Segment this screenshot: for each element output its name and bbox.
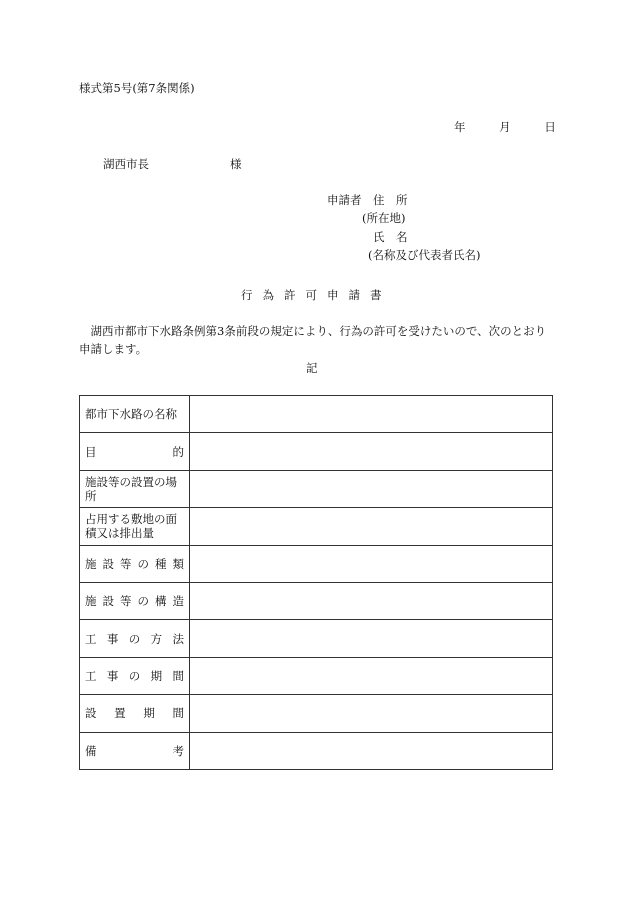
row-label: 工 事 の 期 間 [80, 657, 190, 694]
title-char: 可 [305, 288, 317, 302]
table-row [80, 732, 553, 769]
date-line [454, 120, 556, 134]
row-label: 設 置 期 間 [80, 695, 190, 732]
row-value-field[interactable] [190, 508, 553, 545]
table-row [80, 545, 553, 582]
row-label: 目 的 [80, 433, 190, 470]
row-label: 施 設 等 の 種 類 [80, 545, 190, 582]
form-number: 様式第5号(第7条関係) [79, 81, 195, 95]
table-row [80, 433, 553, 470]
body-text: 湖西市都市下水路条例第3条前段の規定により、行為の許可を受けたいので、次のとおり申請します。 [79, 324, 547, 356]
row-value-field[interactable] [190, 470, 553, 507]
row-value-field[interactable] [190, 545, 553, 582]
date-month: 月 [499, 120, 511, 134]
applicant-address-note: (所在地) [362, 211, 406, 225]
row-label: 工 事 の 方 法 [80, 620, 190, 657]
title-char: 申 [327, 288, 339, 302]
row-label: 施 設 等 の 構 造 [80, 582, 190, 619]
ki-heading: 記 [306, 361, 318, 375]
document-title [236, 288, 387, 302]
table-row [80, 657, 553, 694]
table-row [80, 582, 553, 619]
row-label: 施設等の設置の場所 [80, 470, 190, 507]
addressee-honorific: 様 [230, 157, 242, 171]
title-char: 許 [284, 288, 296, 302]
row-label: 備 考 [80, 732, 190, 769]
row-value-field[interactable] [190, 620, 553, 657]
applicant-name-label: 氏 名 [373, 230, 408, 244]
row-value-field[interactable] [190, 396, 553, 433]
table-row [80, 470, 553, 507]
row-value-field[interactable] [190, 695, 553, 732]
row-label: 都市下水路の名称 [80, 396, 190, 433]
addressee-name: 湖西市長 [103, 157, 149, 171]
title-char: 行 [241, 288, 253, 302]
title-char: 請 [348, 288, 360, 302]
date-year: 年 [454, 120, 466, 134]
row-value-field[interactable] [190, 657, 553, 694]
applicant-address-label: 住 所 [373, 193, 408, 207]
row-value-field[interactable] [190, 433, 553, 470]
row-value-field[interactable] [190, 582, 553, 619]
applicant-name-note: (名称及び代表者氏名) [368, 248, 481, 262]
date-day: 日 [544, 120, 556, 134]
table-row [80, 396, 553, 433]
table-row [80, 695, 553, 732]
row-label: 占用する敷地の面積又は排出量 [80, 508, 190, 545]
table-row [80, 620, 553, 657]
title-char: 書 [370, 288, 382, 302]
title-char: 為 [262, 288, 274, 302]
table-row [80, 508, 553, 545]
applicant-label: 申請者 [327, 193, 362, 207]
row-value-field[interactable] [190, 732, 553, 769]
application-table [79, 395, 553, 770]
